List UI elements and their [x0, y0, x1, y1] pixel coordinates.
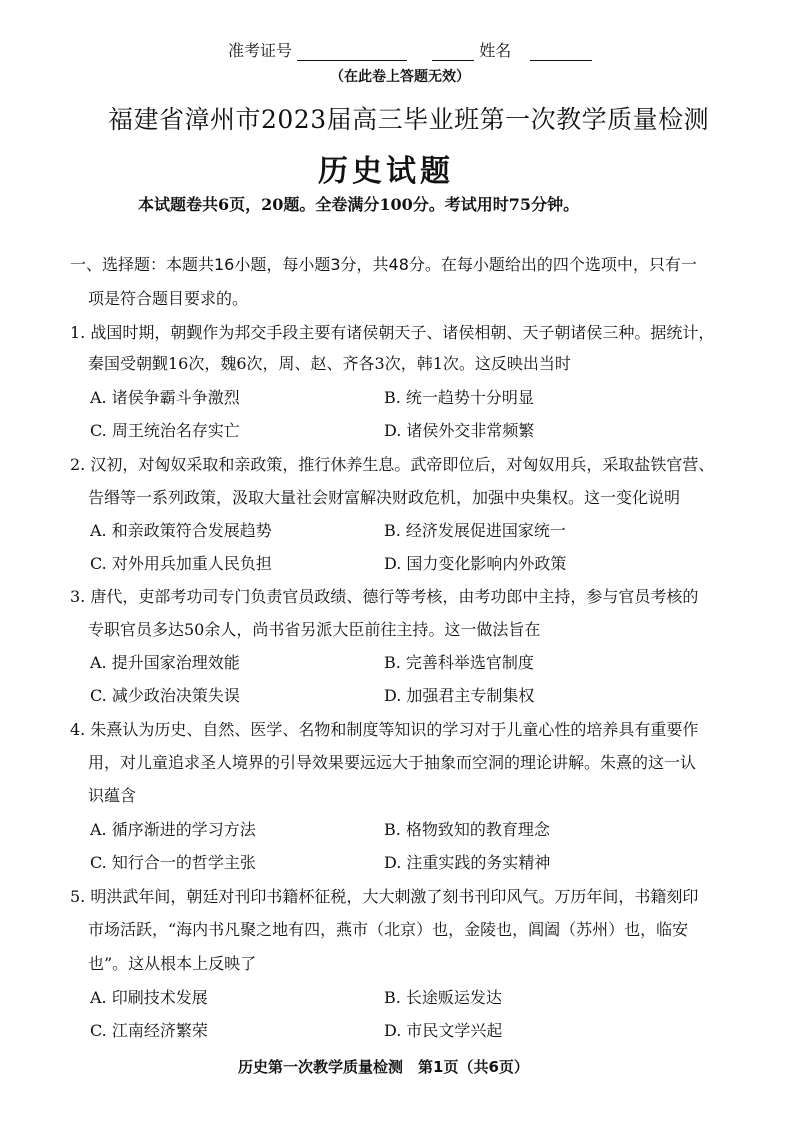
option-b: B. 完善科举选官制度: [384, 653, 534, 672]
option-c: C. 减少政治决策失误: [90, 686, 240, 705]
question-text: 用，对儿童追求圣人境界的引导效果要远远大于抽象而空洞的理论讲解。朱熹的这一认: [88, 753, 697, 772]
question-text: 也”。这从根本上反映了: [88, 954, 257, 973]
option-c: C. 江南经济繁荣: [90, 1021, 208, 1040]
option-a: A. 和亲政策符合发展趋势: [90, 521, 272, 540]
option-d: D. 加强君主专制集权: [384, 686, 535, 705]
option-d: D. 市民文学兴起: [384, 1021, 503, 1040]
subject-title: 历史试题: [318, 154, 454, 189]
exam-number-blank: [297, 44, 407, 61]
section-heading: 一、选择题：本题共16小题，每小题3分，共48分。在每小题给出的四个选项中，只有一: [70, 255, 697, 274]
exam-number-blank-extra: [432, 44, 474, 61]
name-label: 姓名: [479, 41, 512, 60]
option-a: A. 印刷技术发展: [90, 988, 208, 1007]
option-c: C. 对外用兵加重人民负担: [90, 554, 272, 573]
question-text: 5. 明洪武年间，朝廷对刊印书籍杯征税，大大刺激了刻书刊印风气。万历年间，书籍刻印: [70, 887, 699, 906]
option-d: D. 诸侯外交非常频繁: [384, 421, 535, 440]
option-a: A. 诸侯争霸斗争激烈: [90, 388, 240, 407]
option-a: A. 提升国家治理效能: [90, 653, 240, 672]
question-text: 专职官员多达50余人，尚书省另派大臣前往主持。这一做法旨在: [88, 620, 541, 639]
exam-title: 福建省漳州市2023届高三毕业班第一次教学质量检测: [108, 105, 710, 134]
section-heading-cont: 项是符合题目要求的。: [88, 289, 249, 308]
option-b: B. 经济发展促进国家统一: [384, 521, 566, 540]
exam-number-row: [228, 38, 592, 61]
question-text: 告缗等一系列政策，汲取大量社会财富解决财政危机，加强中央集权。这一变化说明: [88, 488, 681, 507]
question-text: 2. 汉初，对匈奴采取和亲政策，推行休养生息。武帝即位后，对匈奴用兵，采取盐铁官营、: [70, 455, 715, 474]
name-blank: [530, 44, 592, 61]
question-text: 4. 朱熹认为历史、自然、医学、名物和制度等知识的学习对于儿童心性的培养具有重要作: [70, 720, 699, 739]
option-b: B. 统一趋势十分明显: [384, 388, 534, 407]
option-c: C. 知行合一的哲学主张: [90, 853, 256, 872]
option-c: C. 周王统治名存实亡: [90, 421, 240, 440]
option-b: B. 格物致知的教育理念: [384, 820, 550, 839]
option-d: D. 国力变化影响内外政策: [384, 554, 567, 573]
option-d: D. 注重实践的务实精神: [384, 853, 551, 872]
option-b: B. 长途贩运发达: [384, 988, 502, 1007]
answer-notice: （在此卷上答题无效）: [330, 69, 470, 85]
question-text: 3. 唐代，吏部考功司专门负责官员政绩、德行等考核，由考功郎中主持，参与官员考核的: [70, 587, 699, 606]
page-footer: 历史第一次教学质量检测 第1页（共6页）: [238, 1058, 529, 1076]
question-text: 市场活跃，“海内书凡聚之地有四，燕市（北京）也，金陵也，阊阖（苏州）也，临安: [88, 920, 689, 939]
exam-number-label: 准考证号: [228, 41, 293, 60]
question-text: 1. 战国时期，朝觐作为邦交手段主要有诸侯朝天子、诸侯相朝、天子朝诸侯三种。据统计，: [70, 323, 715, 342]
option-a: A. 循序渐进的学习方法: [90, 820, 256, 839]
question-text: 秦国受朝觐16次，魏6次，周、赵、齐各3次，韩1次。这反映出当时: [88, 354, 571, 373]
exam-info: 本试题卷共6页，20题。全卷满分100分。考试用时75分钟。: [138, 195, 580, 214]
question-text: 识蕴含: [88, 786, 137, 805]
